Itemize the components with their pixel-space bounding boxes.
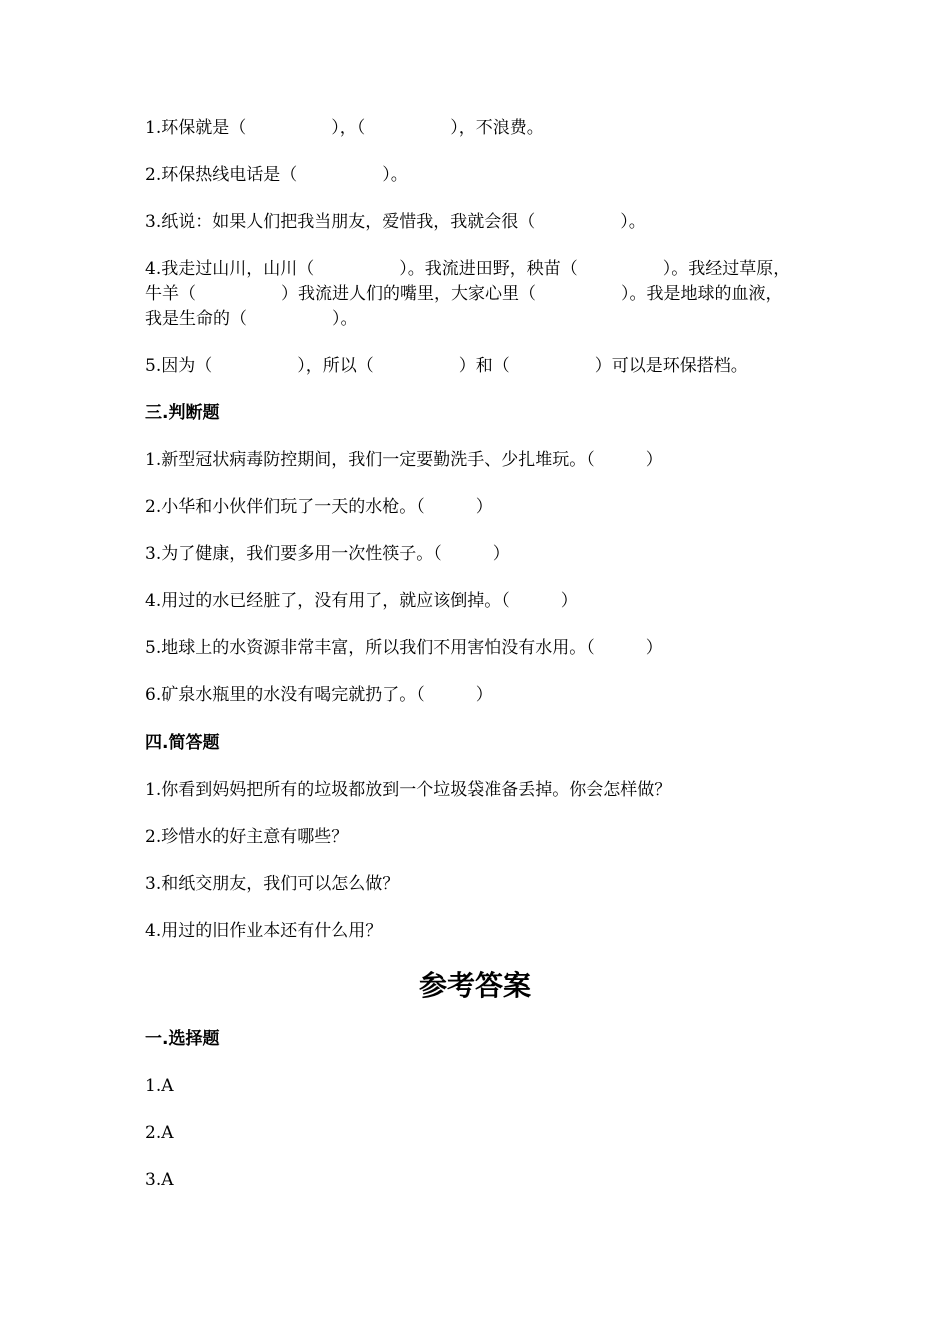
- answer-item-2: 2.A: [145, 1123, 174, 1143]
- short-answer-item-2: 2.珍惜水的好主意有哪些？: [145, 827, 349, 847]
- judge-item-5: 5.地球上的水资源非常丰富，所以我们不用害怕没有水用。（ ）: [145, 638, 663, 658]
- short-answer-item-1: 1.你看到妈妈把所有的垃圾都放到一个垃圾袋准备丢掉。你会怎样做？: [145, 780, 672, 800]
- fill-in-question-5: 5.因为（ ），所以（ ）和（ ）可以是环保搭档。: [145, 356, 748, 376]
- answer-key-title: 参考答案: [418, 969, 531, 1002]
- judge-item-2: 2.小华和小伙伴们玩了一天的水枪。（ ）: [145, 497, 493, 517]
- fill-in-question-1: 1.环保就是（ ），（ ），不浪费。: [145, 118, 544, 138]
- answer-item-1: 1.A: [145, 1076, 174, 1096]
- judge-item-6: 6.矿泉水瓶里的水没有喝完就扔了。（ ）: [145, 685, 493, 705]
- short-answer-item-3: 3.和纸交朋友，我们可以怎么做？: [145, 874, 400, 894]
- short-answer-section-heading: 四.简答题: [145, 733, 220, 753]
- judge-section-heading: 三.判断题: [145, 403, 220, 423]
- answer-item-3: 3.A: [145, 1170, 174, 1190]
- fill-in-question-4: 4.我走过山川，山川（ ）。我流进田野，秧苗（ ）。我经过草原，牛羊（ ）我流进人们的嘴里，大家心里（ ）。我是地球的血液，我是生命的（ ）。: [145, 259, 791, 329]
- judge-item-3: 3.为了健康，我们要多用一次性筷子。（ ）: [145, 544, 510, 564]
- answer-section-heading: 一.选择题: [145, 1029, 220, 1049]
- judge-item-1: 1.新型冠状病毒防控期间，我们一定要勤洗手、少扎堆玩。（ ）: [145, 450, 663, 470]
- short-answer-item-4: 4.用过的旧作业本还有什么用？: [145, 921, 383, 941]
- fill-in-question-3: 3.纸说：如果人们把我当朋友，爱惜我，我就会很（ ）。: [145, 212, 646, 232]
- judge-item-4: 4.用过的水已经脏了，没有用了，就应该倒掉。（ ）: [145, 591, 578, 611]
- fill-in-question-2: 2.环保热线电话是（ ）。: [145, 165, 408, 185]
